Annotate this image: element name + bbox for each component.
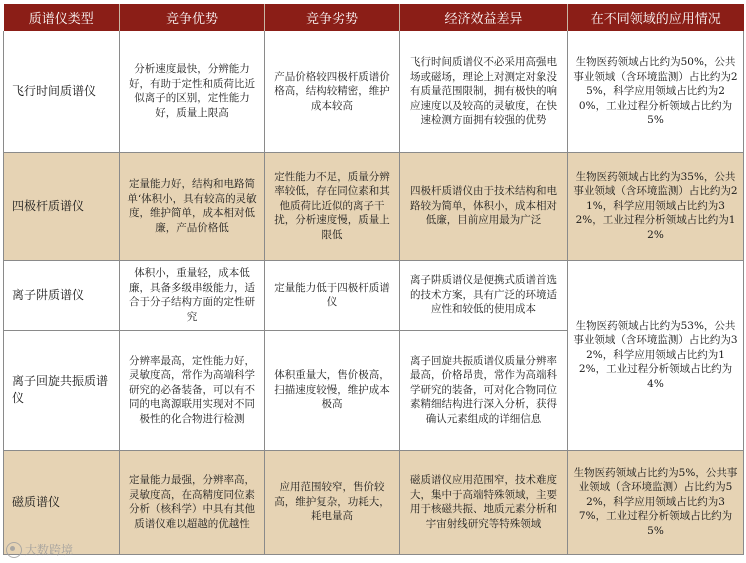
circle-logo-icon bbox=[6, 542, 22, 558]
cell-type: 离子回旋共振质谱仪 bbox=[4, 330, 120, 450]
watermark bbox=[6, 541, 73, 558]
cell-application: 生物医药领域占比约为53%，公共事业领域（含环境监测）占比约为32%，科学应用领域占比约为12%，工业过程分析领域占比约为4% bbox=[568, 260, 744, 450]
cell-type: 磁质谱仪 bbox=[4, 450, 120, 554]
cell-disadvantage: 定性能力不足，质量分辨率较低，存在同位素和其他质荷比近似的离子干扰，分析速度慢，质量上限低 bbox=[265, 152, 400, 260]
cell-economic: 磁质谱仪应用范围窄，技术难度大，集中于高端特殊领域，主要用于核磁共振、地质元素分析和宇宙射线研究等特殊领域 bbox=[400, 450, 568, 554]
table-row bbox=[4, 450, 744, 554]
cell-advantage: 体积小，重量轻，成本低廉，具备多级串级能力，适合于分子结构方面的定性研究 bbox=[120, 260, 265, 330]
cell-economic: 四极杆质谱仪由于技术结构和电路较为简单，体积小，成本相对低廉，目前应用最为广泛 bbox=[400, 152, 568, 260]
cell-advantage: 定量能力好，结构和电路简单‘体积小，具有较高的灵敏度，维护简单，成本相对低廉，产品价格低 bbox=[120, 152, 265, 260]
watermark-text: 大数跨境 bbox=[25, 543, 74, 557]
header-type: 质谱仪类型 bbox=[4, 4, 120, 31]
cell-disadvantage: 产品价格较四极杆质谱价格高，结构较精密，维护成本较高 bbox=[265, 31, 400, 152]
cell-advantage: 分析速度最快，分辨能力好，有助于定性和质荷比近似离子的区别，定性能力好，质量上限高 bbox=[120, 31, 265, 152]
table-row bbox=[4, 152, 744, 260]
cell-type: 飞行时间质谱仪 bbox=[4, 31, 120, 152]
cell-type: 四极杆质谱仪 bbox=[4, 152, 120, 260]
cell-disadvantage: 体积重量大，售价极高，扫描速度较慢，维护成本极高 bbox=[265, 330, 400, 450]
header-economic: 经济效益差异 bbox=[400, 4, 568, 31]
header-disadvantage: 竞争劣势 bbox=[265, 4, 400, 31]
table-header-row bbox=[4, 4, 744, 31]
cell-disadvantage: 应用范围较窄，售价较高，维护复杂，功耗大，耗电量高 bbox=[265, 450, 400, 554]
cell-application: 生物医药领域占比约为50%，公共事业领域（含环境监测）占比约为25%，科学应用领域占比约为20%，工业过程分析领域占比约为5% bbox=[568, 31, 744, 152]
mass-spectrometer-comparison-table bbox=[3, 4, 744, 555]
cell-advantage: 分辨率最高，定性能力好，灵敏度高，常作为高端科学研究的必备装备，可以有不同的电离源联用实现对不同极性的化合物进行检测 bbox=[120, 330, 265, 450]
cell-economic: 飞行时间质谱仪不必采用高强电场或磁场，理论上对测定对象没有质量范围限制，拥有极快的响应速度以及较高的灵敏度，在快速检测方面拥有较强的优势 bbox=[400, 31, 568, 152]
cell-type: 离子阱质谱仪 bbox=[4, 260, 120, 330]
cell-disadvantage: 定量能力低于四极杆质谱仪 bbox=[265, 260, 400, 330]
comparison-table-container bbox=[3, 4, 743, 555]
cell-advantage: 定量能力最强，分辨率高，灵敏度高，在高精度同位素分析（核科学）中具有其他质谱仪难以超越的优越性 bbox=[120, 450, 265, 554]
header-advantage: 竞争优势 bbox=[120, 4, 265, 31]
cell-application: 生物医药领域占比约为35%，公共事业领域（含环境监测）占比约为21%，科学应用领域占比约为32%，工业过程分析领域占比约为12% bbox=[568, 152, 744, 260]
cell-application: 生物医药领域占比约为5%，公共事业领域（含环境监测）占比约为52%，科学应用领域占比约为37%，工业过程分析领域占比约为5% bbox=[568, 450, 744, 554]
table-row bbox=[4, 31, 744, 152]
cell-economic: 离子阱质谱仪是便携式质谱首选的技术方案，具有广泛的环境适应性和较低的使用成本 bbox=[400, 260, 568, 330]
header-application: 在不同领域的应用情况 bbox=[568, 4, 744, 31]
table-row bbox=[4, 260, 744, 330]
cell-economic: 离子回旋共振质谱仪质量分辨率最高，价格昂贵，常作为高端科学研究的装备，可对化合物同位素精细结构进行深入分析，获得确认元素组成的详细信息 bbox=[400, 330, 568, 450]
